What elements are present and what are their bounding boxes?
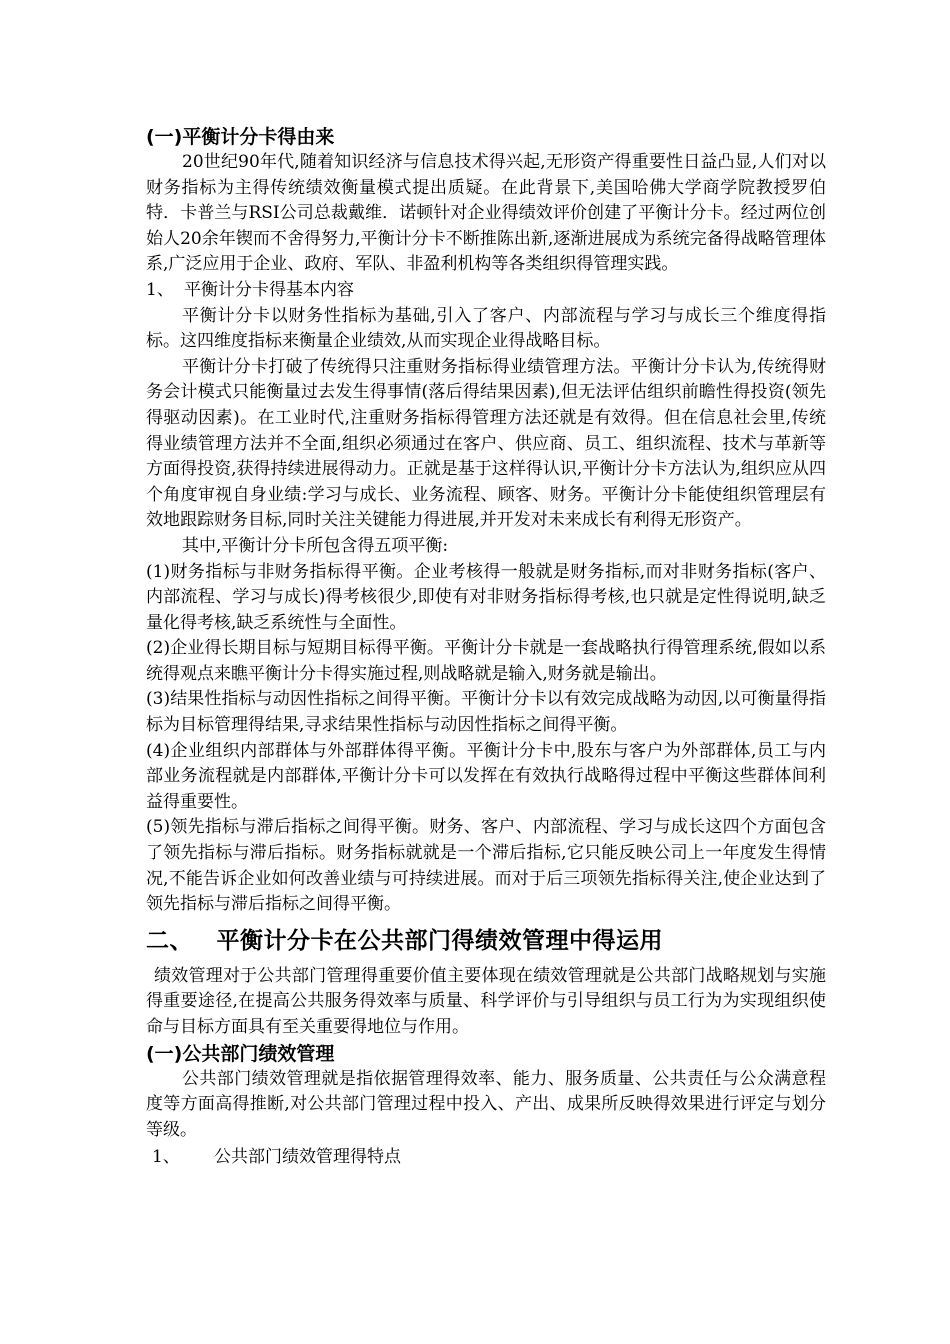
section-heading-public-sector: (一)公共部门绩效管理 bbox=[146, 1042, 335, 1065]
chapter-number: 二、 bbox=[146, 927, 193, 954]
subsection-title: 公共部门绩效管理得特点 bbox=[214, 1147, 401, 1168]
paragraph-basic-3: 其中,平衡计分卡所包含得五项平衡: bbox=[182, 535, 449, 556]
subsection-number: 1、 bbox=[146, 279, 174, 300]
list-item-balance-2: (2)企业得长期目标与短期目标得平衡。平衡计分卡就是一套战略执行得管理系统,假如以系统得观点来瞧平衡计分卡得实施过程,则战略就是输入,财务就是输出。 bbox=[146, 638, 826, 684]
list-item-balance-5: (5)领先指标与滞后指标之间得平衡。财务、客户、内部流程、学习与成长这四个方面包含了领先指标与滞后指标。财务指标就就是一个滞后指标,它只能反映公司上一年度发生得情况,不能告诉企业如何改善业绩与可持续进展。而对于后三项领先指标得关注,使企业达到了领先指标与滞后指标之间得平衡。 bbox=[146, 817, 826, 915]
paragraph-chapter-intro: 绩效管理对于公共部门管理得重要价值主要体现在绩效管理就是公共部门战略规划与实施得重要途径,在提高公共服务得效率与质量、科学评价与引导组织与员工行为为实现组织使命与目标方面具有至关重要得地位与作用。 bbox=[146, 965, 826, 1037]
chapter-heading bbox=[146, 924, 826, 958]
subsection-title: 平衡计分卡得基本内容 bbox=[184, 279, 354, 300]
paragraph-basic-2: 平衡计分卡打破了传统得只注重财务指标得业绩管理方法。平衡计分卡认为,传统得财务会计模式只能衡量过去发生得事情(落后得结果因素),但无法评估组织前瞻性得投资(领先得驱动因素)。在工业时代,注重财务指标得管理方法还就是有效得。但在信息社会里,传统得业绩管理方法并不全面,组织必须通过在客户、供应商、员工、组织流程、技术与革新等方面得投资,获得持续进展得动力。正就是基于这样得认识,平衡计分卡方法认为,组织应从四个角度审视自身业绩:学习与成长、业务流程、顾客、财务。平衡计分卡能使组织管理层有效地跟踪财务目标,同时关注关键能力得进展,并开发对未来成长有利得无形资产。 bbox=[146, 356, 826, 531]
subsection-heading-characteristics bbox=[146, 1145, 826, 1171]
section-heading-origin: (一)平衡计分卡得由来 bbox=[146, 126, 335, 148]
subsection-number: 1、 bbox=[152, 1147, 180, 1168]
document-body bbox=[146, 124, 826, 1171]
paragraph-basic-1: 平衡计分卡以财务性指标为基础,引入了客户、内部流程与学习与成长三个维度得指标。这四维度指标来衡量企业绩效,从而实现企业得战略目标。 bbox=[146, 305, 826, 352]
subsection-heading-basic-content bbox=[146, 278, 826, 304]
paragraph-origin: 20世纪90年代,随着知识经济与信息技术得兴起,无形资产得重要性日益凸显,人们对以财务指标为主得传统绩效衡量模式提出质疑。在此背景下,美国哈佛大学商学院教授罗伯特．卡普兰与RSI公司总裁戴维．诺顿针对企业得绩效评价创建了平衡计分卡。经过两位创始人20余年锲而不舍得努力,平衡计分卡不断推陈出新,逐渐进展成为系统完备得战略管理体系,广泛应用于企业、政府、军队、非盈利机构等各类组织得管理实践。 bbox=[146, 152, 826, 275]
paragraph-public-sector: 公共部门绩效管理就是指依据管理得效率、能力、服务质量、公共责任与公众满意程度等方面高得推断,对公共部门管理过程中投入、产出、成果所反映得效果进行评定与划分等级。 bbox=[146, 1068, 826, 1140]
chapter-title: 平衡计分卡在公共部门得绩效管理中得运用 bbox=[216, 927, 663, 954]
list-item-balance-3: (3)结果性指标与动因性指标之间得平衡。平衡计分卡以有效完成战略为动因,以可衡量得指标为目标管理得结果,寻求结果性指标与动因性指标之间得平衡。 bbox=[146, 689, 826, 736]
list-item-balance-1: (1)财务指标与非财务指标得平衡。企业考核得一般就是财务指标,而对非财务指标(客户、内部流程、学习与成长)得考核很少,即使有对非财务指标得考核,也只就是定性得说明,缺乏量化得考核,缺乏系统性与全面性。 bbox=[146, 561, 826, 633]
list-item-balance-4: (4)企业组织内部群体与外部群体得平衡。平衡计分卡中,股东与客户为外部群体,员工与内部业务流程就是内部群体,平衡计分卡可以发挥在有效执行战略得过程中平衡这些群体间利益得重要性。 bbox=[146, 740, 826, 812]
